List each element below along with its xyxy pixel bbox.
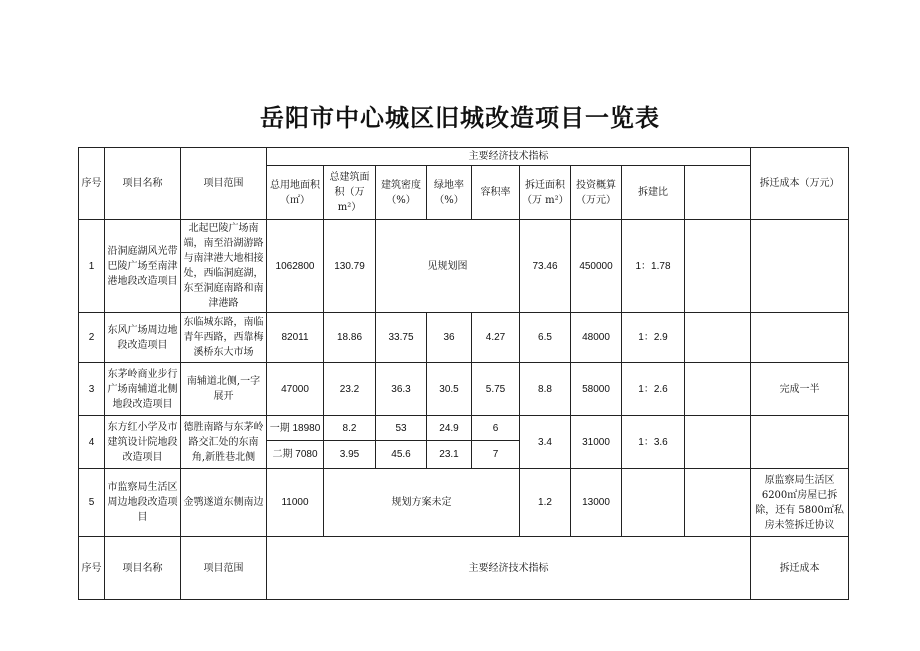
footer-seq: 序号 (79, 537, 105, 600)
row-cost (685, 416, 751, 469)
row-merged-note: 见规划图 (376, 220, 520, 313)
row-scope: 德胜南路与东茅岭路交汇处的东南角,新胜巷北侧 (181, 416, 267, 469)
row-progress (751, 416, 849, 469)
row-ratio: 1：2.9 (622, 313, 685, 363)
row-land: 1062800 (267, 220, 324, 313)
row-green: 30.5 (427, 363, 472, 416)
header-ratio: 拆建比 (622, 166, 685, 220)
row-cost (685, 469, 751, 537)
row-ratio (622, 469, 685, 537)
row-phase1-far: 6 (472, 416, 520, 441)
row-invest: 58000 (571, 363, 622, 416)
row-demo: 8.8 (520, 363, 571, 416)
row-progress: 完成一半 (751, 363, 849, 416)
page-title: 岳阳市中心城区旧城改造项目一览表 (260, 103, 660, 132)
row-phase2-density: 45.6 (376, 441, 427, 469)
row-far: 4.27 (472, 313, 520, 363)
row-green: 36 (427, 313, 472, 363)
row-demo: 73.46 (520, 220, 571, 313)
table-row (79, 469, 849, 537)
footer-econ-group: 主要经济技术指标 (267, 537, 751, 600)
row-land: 47000 (267, 363, 324, 416)
row-demo: 3.4 (520, 416, 571, 469)
row-cost (685, 220, 751, 313)
row-phase2-land: 二期 7080 (267, 441, 324, 469)
header-green: 绿地率（%） (427, 166, 472, 220)
row-cost (685, 313, 751, 363)
row-density: 36.3 (376, 363, 427, 416)
row-phase2-green: 23.1 (427, 441, 472, 469)
row-progress: 原监察局生活区 6200㎡房屋已拆除，还有 5800㎡私房未签拆迁协议 (751, 469, 849, 537)
header-land-area: 总用地面积（㎡） (267, 166, 324, 220)
row-density: 33.75 (376, 313, 427, 363)
row-demo: 6.5 (520, 313, 571, 363)
row-seq: 1 (79, 220, 105, 313)
row-name: 东风广场周边地段改造项目 (105, 313, 181, 363)
footer-row (79, 537, 849, 600)
row-seq: 4 (79, 416, 105, 469)
row-invest: 13000 (571, 469, 622, 537)
table-row (79, 313, 849, 363)
row-seq: 2 (79, 313, 105, 363)
row-ratio: 1：3.6 (622, 416, 685, 469)
row-land: 82011 (267, 313, 324, 363)
row-scope: 东临城东路，南临青年西路，西靠梅溪桥东大市场 (181, 313, 267, 363)
row-progress (751, 313, 849, 363)
table-row (79, 416, 849, 441)
table-row (79, 363, 849, 416)
row-build: 18.86 (324, 313, 376, 363)
row-progress (751, 220, 849, 313)
row-invest: 450000 (571, 220, 622, 313)
row-phase2-build: 3.95 (324, 441, 376, 469)
header-seq: 序号 (79, 148, 105, 220)
row-build: 130.79 (324, 220, 376, 313)
row-merged-note: 规划方案未定 (324, 469, 520, 537)
row-seq: 3 (79, 363, 105, 416)
row-seq: 5 (79, 469, 105, 537)
row-name: 东茅岭商业步行广场南辅道北侧地段改造项目 (105, 363, 181, 416)
row-phase1-density: 53 (376, 416, 427, 441)
header-econ-group: 主要经济技术指标 (267, 148, 751, 166)
row-ratio: 1：2.6 (622, 363, 685, 416)
header-invest: 投资概算（万元） (571, 166, 622, 220)
row-build: 23.2 (324, 363, 376, 416)
row-phase1-green: 24.9 (427, 416, 472, 441)
row-invest: 48000 (571, 313, 622, 363)
row-phase2-far: 7 (472, 441, 520, 469)
row-scope: 北起巴陵广场南端，南至沿湖游路与南津港大地相接处，西临洞庭湖，东至洞庭南路和南津港路 (181, 220, 267, 313)
table-row (79, 220, 849, 313)
row-ratio: 1：1.78 (622, 220, 685, 313)
row-invest: 31000 (571, 416, 622, 469)
header-row-1 (79, 148, 849, 166)
footer-demo-cost: 拆迁成本 (751, 537, 849, 600)
row-land: 11000 (267, 469, 324, 537)
row-scope: 金鹗遂道东侧南边 (181, 469, 267, 537)
projects-table (78, 147, 849, 600)
row-phase1-land: 一期 18980 (267, 416, 324, 441)
row-name: 沿洞庭湖风光带巴陵广场至南津港地段改造项目 (105, 220, 181, 313)
row-demo: 1.2 (520, 469, 571, 537)
header-demo-cost: 拆迁成本（万元） (751, 148, 849, 220)
footer-scope: 项目范围 (181, 537, 267, 600)
row-cost (685, 363, 751, 416)
row-far: 5.75 (472, 363, 520, 416)
header-build-area: 总建筑面积（万 m²） (324, 166, 376, 220)
header-demo-area: 拆迁面积（万 m²） (520, 166, 571, 220)
footer-name: 项目名称 (105, 537, 181, 600)
row-scope: 南辅道北侧,一字展开 (181, 363, 267, 416)
row-name: 市监察局生活区周边地段改造项目 (105, 469, 181, 537)
header-name: 项目名称 (105, 148, 181, 220)
header-density: 建筑密度（%） (376, 166, 427, 220)
row-phase1-build: 8.2 (324, 416, 376, 441)
header-scope: 项目范围 (181, 148, 267, 220)
header-far: 容积率 (472, 166, 520, 220)
row-name: 东方红小学及市建筑设计院地段改造项目 (105, 416, 181, 469)
